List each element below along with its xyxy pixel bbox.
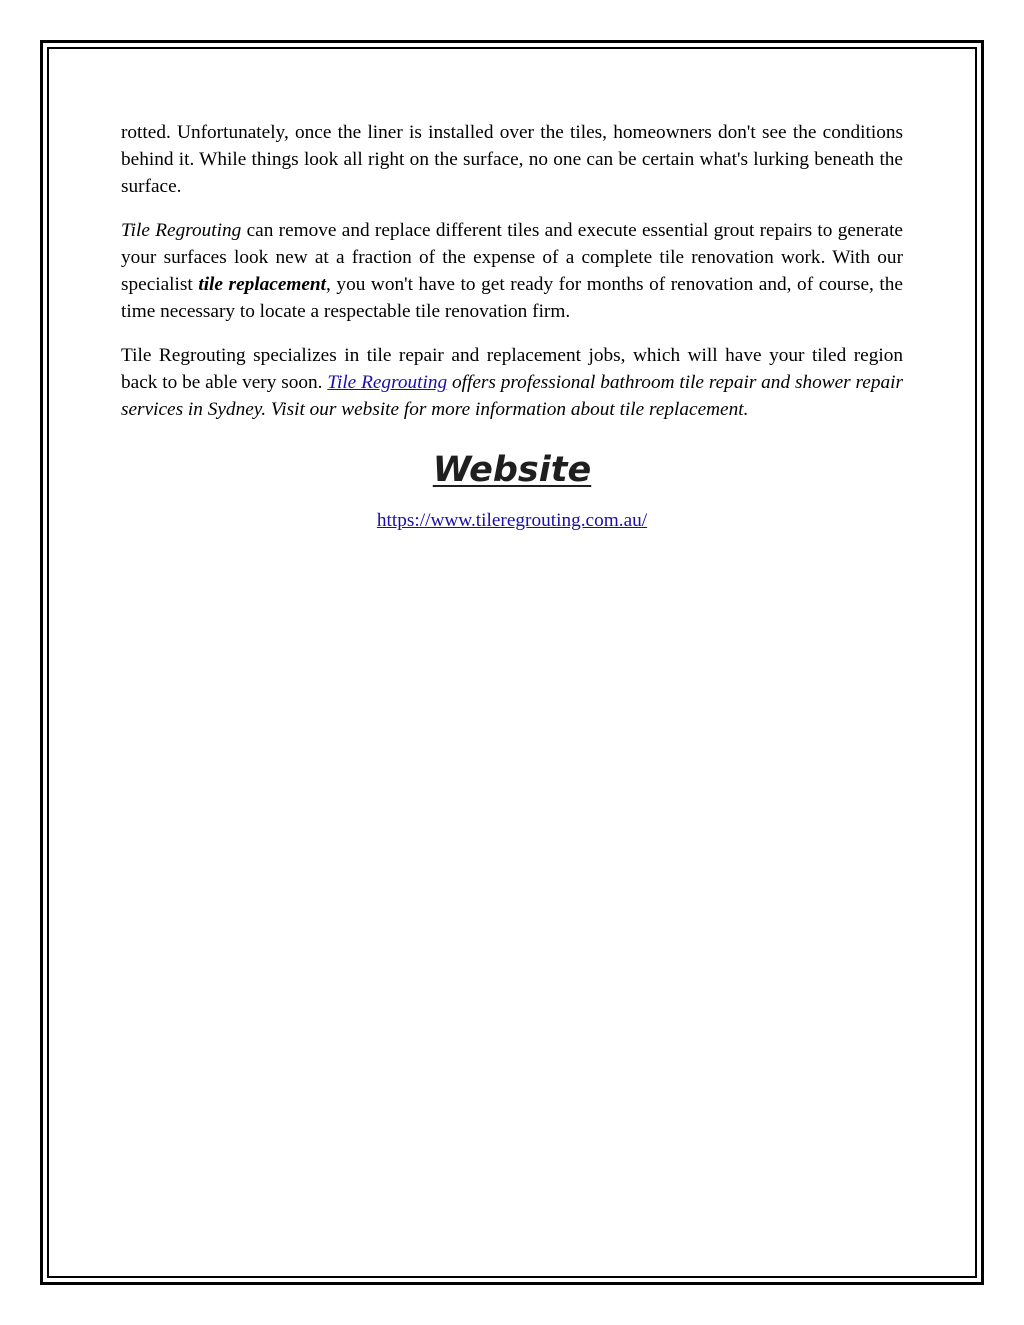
paragraph-3-tail: offers professional bathroom tile repair and shower repair services in Sydney. Visit our website for more information about tile replacement. <box>121 372 903 420</box>
website-heading <box>121 449 903 491</box>
paragraph-3 <box>121 342 903 423</box>
paragraph-2-text: can remove and replace different tiles and execute essential grout repairs to generate your surfaces look new at a fraction of the expense of a complete tile renovation work. With our specialist <box>121 220 903 295</box>
paragraph-1: rotted. Unfortunately, once the liner is installed over the tiles, homeowners don't see the conditions behind it. While things look all right on the surface, no one can be certain what's lurking beneath the surface. <box>121 122 903 197</box>
paragraph-2 <box>121 217 903 325</box>
tile-replacement-emphasis: tile replacement <box>198 274 327 295</box>
website-heading-text: Website <box>432 450 592 490</box>
paragraph-2-tail: , you won't have to get ready for months of renovation and, of course, the time necessary to locate a respectable tile renovation firm. <box>121 274 903 322</box>
tile-regrouting-link[interactable]: Tile Regrouting <box>327 372 448 393</box>
document-body <box>121 119 903 534</box>
brand-name-italic: Tile Regrouting <box>121 220 242 241</box>
website-url-line <box>121 507 903 534</box>
paragraph-3-text: Tile Regrouting specializes in tile repair and replacement jobs, which will have your tiled region back to be able very soon. <box>121 345 903 393</box>
website-url-link[interactable]: https://www.tileregrouting.com.au/ <box>376 510 648 531</box>
